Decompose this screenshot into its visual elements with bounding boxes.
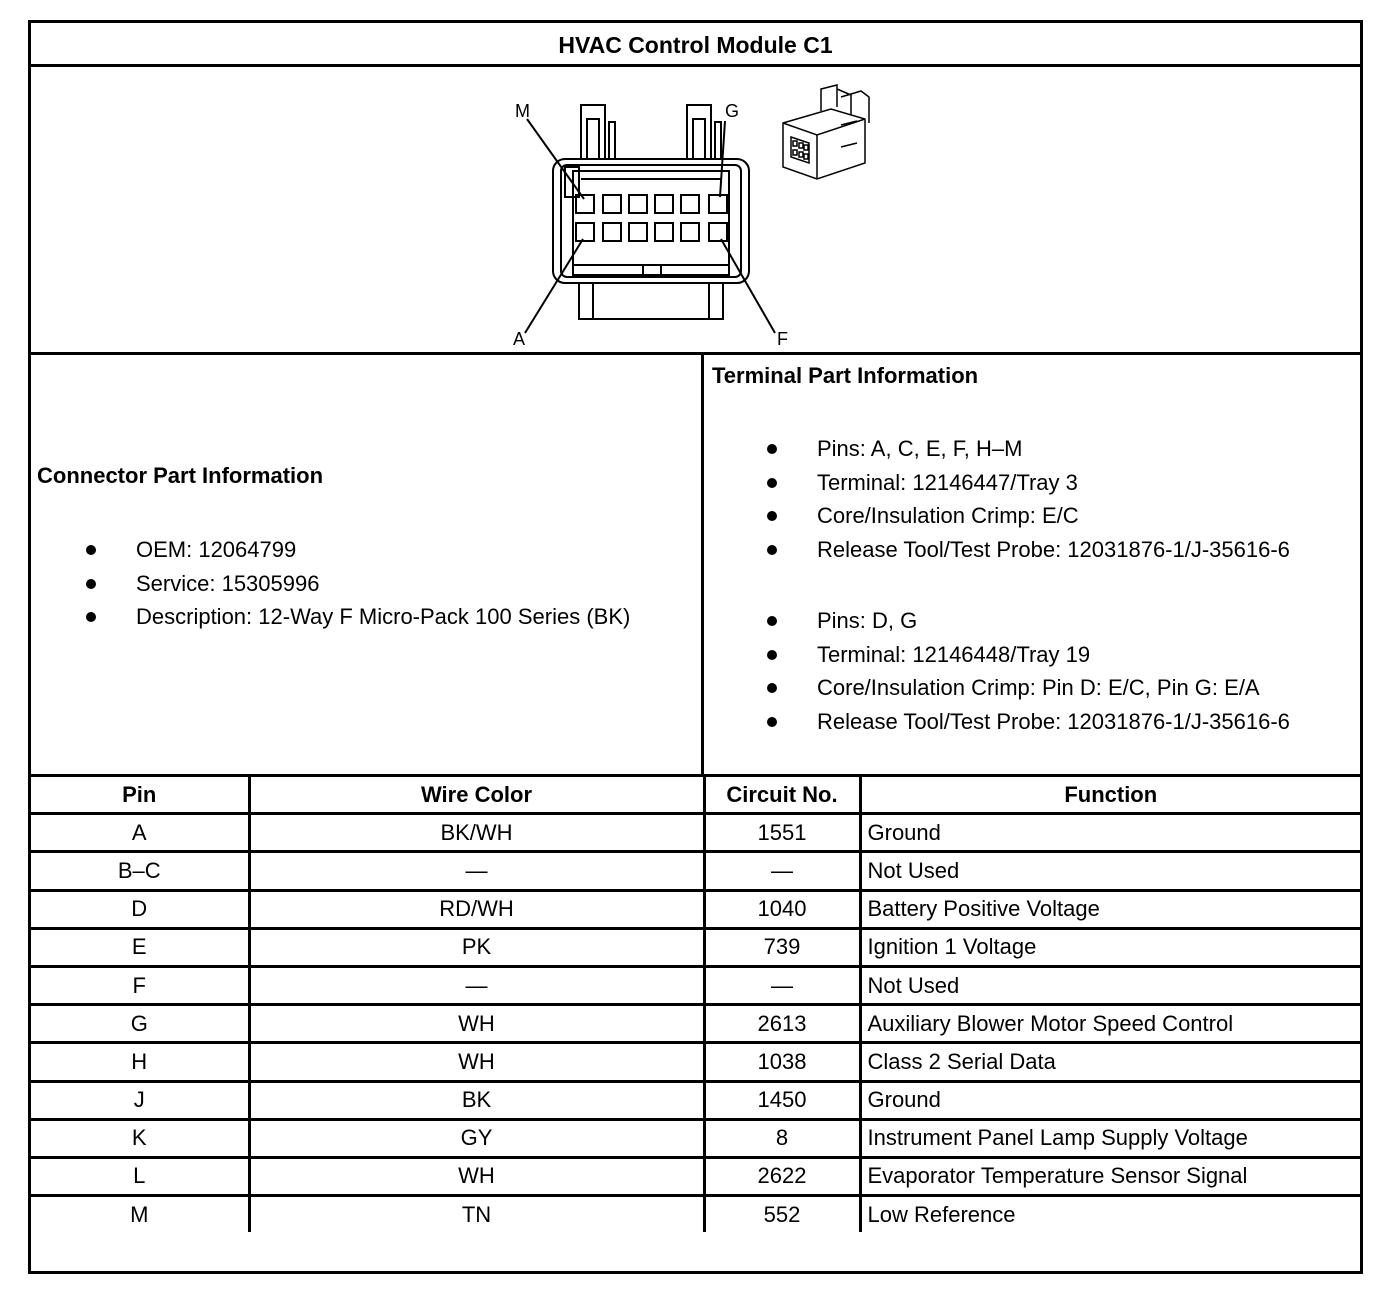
list-item: Terminal: 12146448/Tray 19: [712, 638, 1368, 672]
pin-cell: M: [31, 1196, 249, 1233]
circuit-cell: 8: [704, 1119, 860, 1157]
circuit-cell: 552: [704, 1196, 860, 1233]
bullet-icon: [767, 717, 777, 727]
column-header-function: Function: [860, 777, 1360, 814]
table-row: [31, 966, 1360, 1004]
bullet-icon: [86, 612, 96, 622]
table-row: [31, 852, 1360, 890]
connector-sheet: [28, 20, 1363, 1274]
connector-list: [31, 533, 701, 634]
list-item: Terminal: 12146447/Tray 3: [712, 466, 1368, 500]
bullet-icon: [767, 616, 777, 626]
table-row: [31, 890, 1360, 928]
pinout-table: [31, 777, 1360, 1232]
terminal-list-group-1: [712, 432, 1368, 566]
function-cell: Ground: [860, 1081, 1360, 1119]
bullet-icon: [767, 511, 777, 521]
wire-color-cell: BK/WH: [249, 814, 704, 852]
terminal-list-group-2: [712, 604, 1368, 738]
wire-color-cell: TN: [249, 1196, 704, 1233]
wire-color-cell: PK: [249, 928, 704, 966]
circuit-cell: —: [704, 852, 860, 890]
function-cell: Class 2 Serial Data: [860, 1043, 1360, 1081]
circuit-cell: 1551: [704, 814, 860, 852]
list-item: Core/Insulation Crimp: E/C: [712, 499, 1368, 533]
pin-label-m: M: [515, 101, 530, 121]
wire-color-cell: GY: [249, 1119, 704, 1157]
bullet-icon: [767, 650, 777, 660]
circuit-cell: 2613: [704, 1005, 860, 1043]
connector-heading: Connector Part Information: [37, 463, 324, 488]
list-item: Pins: D, G: [712, 604, 1368, 638]
connector-part-info: [31, 355, 704, 774]
bullet-icon: [86, 579, 96, 589]
pin-cell: H: [31, 1043, 249, 1081]
function-cell: Battery Positive Voltage: [860, 890, 1360, 928]
function-cell: Instrument Panel Lamp Supply Voltage: [860, 1119, 1360, 1157]
connector-face-diagram: [31, 67, 1360, 352]
table-row: [31, 1043, 1360, 1081]
pin-cell: A: [31, 814, 249, 852]
table-row: [31, 1157, 1360, 1195]
table-header-row: [31, 777, 1360, 814]
function-cell: Not Used: [860, 852, 1360, 890]
wire-color-cell: —: [249, 966, 704, 1004]
column-header-wire-color: Wire Color: [249, 777, 704, 814]
pin-label-g: G: [725, 101, 740, 121]
column-header-pin: Pin: [31, 777, 249, 814]
function-cell: Low Reference: [860, 1196, 1360, 1233]
bullet-icon: [86, 545, 96, 555]
table-row: [31, 928, 1360, 966]
terminal-part-info: [704, 355, 1360, 774]
table-row: [31, 1119, 1360, 1157]
function-cell: Evaporator Temperature Sensor Signal: [860, 1157, 1360, 1195]
pin-label-a: A: [513, 329, 526, 349]
connector-figure: [31, 67, 1360, 355]
pin-cell: F: [31, 966, 249, 1004]
pin-cell: E: [31, 928, 249, 966]
pin-cell: B–C: [31, 852, 249, 890]
pin-cell: K: [31, 1119, 249, 1157]
bullet-icon: [767, 683, 777, 693]
list-item: Service: 15305996: [31, 567, 701, 601]
wire-color-cell: WH: [249, 1157, 704, 1195]
part-information: [31, 355, 1360, 777]
pin-cell: L: [31, 1157, 249, 1195]
function-cell: Ignition 1 Voltage: [860, 928, 1360, 966]
pin-cell: D: [31, 890, 249, 928]
list-item: Pins: A, C, E, F, H–M: [712, 432, 1368, 466]
list-item: Core/Insulation Crimp: Pin D: E/C, Pin G: E/A: [712, 671, 1368, 705]
function-cell: Ground: [860, 814, 1360, 852]
function-cell: Not Used: [860, 966, 1360, 1004]
column-header-circuit-no: Circuit No.: [704, 777, 860, 814]
wire-color-cell: —: [249, 852, 704, 890]
table-row: [31, 814, 1360, 852]
table-row: [31, 1196, 1360, 1233]
wire-color-cell: BK: [249, 1081, 704, 1119]
bullet-icon: [767, 545, 777, 555]
bullet-icon: [767, 478, 777, 488]
table-row: [31, 1005, 1360, 1043]
terminal-heading: Terminal Part Information: [712, 363, 979, 388]
pin-label-f: F: [777, 329, 788, 349]
circuit-cell: 1038: [704, 1043, 860, 1081]
circuit-cell: 1040: [704, 890, 860, 928]
list-item: Release Tool/Test Probe: 12031876-1/J-35616-6: [712, 705, 1368, 739]
circuit-cell: —: [704, 966, 860, 1004]
wire-color-cell: RD/WH: [249, 890, 704, 928]
page-title: HVAC Control Module C1: [31, 23, 1360, 67]
circuit-cell: 2622: [704, 1157, 860, 1195]
list-item: Description: 12-Way F Micro-Pack 100 Series (BK): [31, 600, 701, 634]
function-cell: Auxiliary Blower Motor Speed Control: [860, 1005, 1360, 1043]
wire-color-cell: WH: [249, 1005, 704, 1043]
table-row: [31, 1081, 1360, 1119]
pin-cell: G: [31, 1005, 249, 1043]
wire-color-cell: WH: [249, 1043, 704, 1081]
pin-cell: J: [31, 1081, 249, 1119]
bullet-icon: [767, 444, 777, 454]
list-item: Release Tool/Test Probe: 12031876-1/J-35616-6: [712, 533, 1368, 567]
circuit-cell: 1450: [704, 1081, 860, 1119]
circuit-cell: 739: [704, 928, 860, 966]
list-item: OEM: 12064799: [31, 533, 701, 567]
